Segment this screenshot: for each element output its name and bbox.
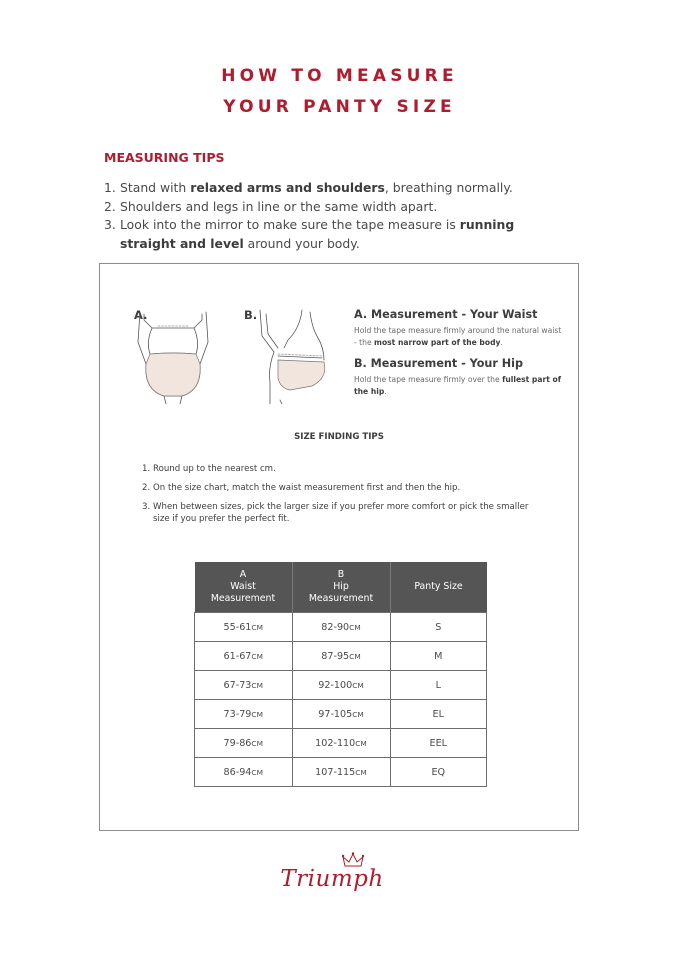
unit-label: CM (349, 651, 361, 661)
header-line: Panty Size (414, 581, 463, 592)
tip-text-bold: relaxed arms and shoulders (190, 180, 385, 195)
desc-bold: most narrow part of the body (374, 337, 501, 347)
unit-label: CM (251, 767, 263, 777)
hip-cell (292, 700, 390, 729)
table-row (195, 729, 487, 758)
tip-text-part: , breathing normally. (384, 180, 513, 195)
header-line: A (239, 569, 247, 580)
hip-cell-value: 92-100 (318, 679, 353, 691)
tip-number: 2. (142, 483, 151, 493)
desc-part: . (384, 386, 387, 396)
size-finding-tips-heading: SIZE FINDING TIPS (294, 432, 384, 442)
tip-text: Shoulders and legs in line or the same width apart. (120, 198, 438, 214)
size-chart-table (194, 562, 487, 787)
size-finding-tips-list (142, 463, 542, 532)
tip-text: Round up to the nearest cm. (153, 464, 276, 474)
desc-bold: fullest part of the hip (354, 375, 562, 396)
hip-measurement-heading: B. Measurement - Your Hip (354, 357, 524, 370)
size-cell (390, 700, 487, 729)
header-line: Measurement (308, 593, 374, 604)
waist-measurement-description (354, 325, 564, 348)
table-row (195, 642, 487, 671)
hip-cell (292, 729, 390, 758)
measuring-tip (104, 179, 574, 198)
size-cell (390, 642, 487, 671)
size-tip (142, 501, 542, 525)
table-row (195, 671, 487, 700)
size-cell-value: EQ (431, 766, 446, 778)
waist-measurement-illustration (136, 308, 211, 404)
hip-measurement-description (354, 374, 564, 397)
tip-number: 3. (142, 502, 151, 512)
unit-label: CM (251, 680, 263, 690)
waist-cell-value: 67-73 (223, 679, 252, 691)
size-tip (142, 463, 542, 475)
tip-text-bold: running straight and level (120, 217, 515, 251)
brand-name: Triumph (280, 866, 384, 892)
measuring-tip (104, 198, 574, 217)
waist-cell-value: 79-86 (223, 737, 252, 749)
size-cell-value: EL (432, 708, 444, 720)
page-title-line1: HOW TO MEASURE (221, 66, 458, 86)
tip-text-part: Look into the mirror to make sure the tape measure is (120, 217, 460, 232)
unit-label: CM (355, 738, 367, 748)
waist-column-header (195, 562, 293, 613)
waist-cell (195, 700, 293, 729)
waist-measurement-heading: A. Measurement - Your Waist (354, 308, 538, 321)
hip-cell-value: 102-110 (315, 737, 356, 749)
waist-cell-value: 73-79 (223, 708, 252, 720)
table-row (195, 700, 487, 729)
figure-a-label: A. (134, 308, 148, 322)
waist-cell (195, 758, 293, 787)
size-cell (390, 729, 487, 758)
measuring-tips-heading: MEASURING TIPS (104, 150, 225, 165)
size-cell-value: M (434, 650, 443, 662)
hip-cell (292, 671, 390, 700)
hip-cell-value: 82-90 (321, 621, 350, 633)
hip-cell (292, 613, 390, 642)
size-cell-value: EEL (429, 737, 447, 749)
header-line: B (337, 569, 345, 580)
table-header-row (195, 562, 487, 613)
unit-label: CM (251, 651, 263, 661)
waist-cell (195, 671, 293, 700)
header-line: Hip (333, 581, 349, 592)
waist-cell (195, 642, 293, 671)
measurement-panel (99, 263, 579, 831)
header-line: Waist (230, 581, 256, 592)
size-cell-value: L (435, 679, 441, 691)
tip-text-part: Stand with (120, 180, 191, 195)
tip-number: 3. (104, 217, 116, 232)
hip-column-header (292, 562, 390, 613)
waist-cell-value: 55-61 (223, 621, 252, 633)
size-tip (142, 482, 542, 494)
hip-cell-value: 87-95 (321, 650, 350, 662)
tip-number: 1. (104, 180, 116, 195)
figure-b-label: B. (244, 308, 258, 322)
unit-label: CM (355, 767, 367, 777)
unit-label: CM (251, 709, 263, 719)
panty-size-column-header (390, 562, 487, 613)
size-cell (390, 758, 487, 787)
measuring-tip (104, 216, 574, 253)
hip-cell-value: 107-115 (315, 766, 356, 778)
desc-part: . (500, 337, 503, 347)
hip-measurement-illustration (256, 308, 336, 404)
unit-label: CM (251, 738, 263, 748)
unit-label: CM (349, 622, 361, 632)
brand-logo (272, 852, 392, 916)
tip-text (120, 179, 513, 198)
tip-text: When between sizes, pick the larger size if you prefer more comfort or pick the smaller size if you prefer the perfect fit. (153, 502, 529, 524)
waist-cell (195, 729, 293, 758)
tip-text: On the size chart, match the waist measurement first and then the hip. (153, 483, 461, 493)
waist-cell (195, 613, 293, 642)
unit-label: CM (352, 680, 364, 690)
tip-number: 2. (104, 198, 116, 214)
page-title-line2: YOUR PANTY SIZE (223, 97, 456, 117)
desc-part: Hold the tape measure firmly over the (354, 375, 503, 384)
tip-text-part: around your body. (243, 235, 360, 251)
hip-cell (292, 642, 390, 671)
table-row (195, 613, 487, 642)
unit-label: CM (251, 622, 263, 632)
measuring-tips-list (104, 179, 574, 253)
table-row (195, 758, 487, 787)
unit-label: CM (352, 709, 364, 719)
size-cell (390, 613, 487, 642)
desc-part: Hold the tape measure firmly around the natural waist - the (354, 326, 562, 347)
waist-cell-value: 61-67 (223, 650, 252, 662)
hip-cell (292, 758, 390, 787)
waist-cell-value: 86-94 (223, 766, 252, 778)
size-cell (390, 671, 487, 700)
tip-text (120, 216, 574, 253)
hip-cell-value: 97-105 (318, 708, 353, 720)
size-cell-value: S (435, 621, 442, 633)
tip-number: 1. (142, 464, 151, 474)
header-line: Measurement (210, 593, 276, 604)
